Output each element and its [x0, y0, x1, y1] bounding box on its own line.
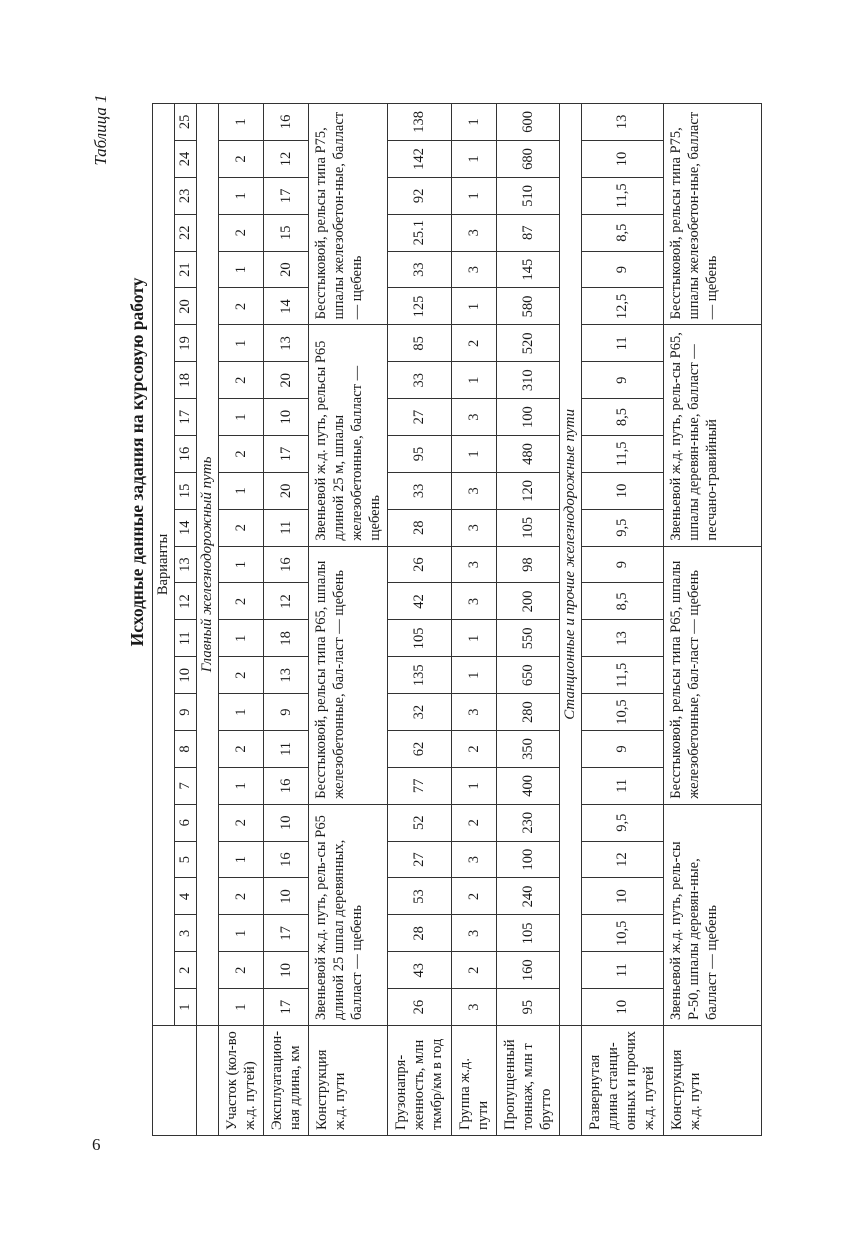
value-cell: 11	[582, 325, 664, 362]
value-cell: 2	[219, 509, 264, 546]
value-cell: 1	[219, 841, 264, 878]
value-cell: 230	[497, 804, 560, 841]
variant-number: 23	[175, 177, 197, 214]
variant-number: 18	[175, 362, 197, 399]
value-cell: 145	[497, 251, 560, 288]
value-cell: 1	[219, 915, 264, 952]
value-cell: 9	[582, 251, 664, 288]
row-label: Группа ж.д. пути	[452, 1026, 497, 1136]
construction-description: Звеньевой ж.д. путь, рель-сы Р65, шпалы деревян-ные, балласт — песчано-гравийный	[664, 325, 762, 546]
variant-number: 6	[175, 804, 197, 841]
data-row	[264, 103, 309, 1135]
value-cell: 85	[388, 325, 452, 362]
value-cell: 8,5	[582, 214, 664, 251]
data-row	[388, 103, 452, 1135]
value-cell: 2	[452, 878, 497, 915]
value-cell: 3	[452, 989, 497, 1026]
table-number: Таблица 1	[91, 94, 110, 166]
variant-number: 5	[175, 841, 197, 878]
value-cell: 3	[452, 841, 497, 878]
construction-description: Бесстыковой, рельсы типа Р75, шпалы железобетон-ные, балласт — щебень	[309, 103, 388, 325]
value-cell: 1	[219, 325, 264, 362]
value-cell: 1	[219, 694, 264, 731]
value-cell: 138	[388, 103, 452, 140]
value-cell: 2	[219, 878, 264, 915]
construction-description: Звеньевой ж.д. путь, рель-сы Р65 длиной 25 шпал деревянных, балласт — щебень	[309, 804, 388, 1025]
value-cell: 3	[452, 546, 497, 583]
value-cell: 1	[219, 620, 264, 657]
value-cell: 1	[219, 251, 264, 288]
variant-number: 10	[175, 657, 197, 694]
value-cell: 3	[452, 915, 497, 952]
value-cell: 33	[388, 362, 452, 399]
value-cell: 17	[264, 989, 309, 1026]
variant-number: 24	[175, 141, 197, 178]
value-cell: 10	[264, 399, 309, 436]
value-cell: 100	[497, 841, 560, 878]
value-cell: 16	[264, 841, 309, 878]
data-row	[497, 103, 560, 1135]
value-cell: 1	[452, 767, 497, 804]
section-title: Станционные и прочие железнодорожные пути	[560, 103, 582, 1025]
value-cell: 2	[452, 952, 497, 989]
row-label: Пропущенный тоннаж, млн т брутто	[497, 1026, 560, 1136]
value-cell: 12	[582, 841, 664, 878]
value-cell: 27	[388, 399, 452, 436]
section-row	[560, 103, 582, 1135]
value-cell: 2	[219, 657, 264, 694]
value-cell: 43	[388, 952, 452, 989]
value-cell: 9,5	[582, 804, 664, 841]
value-cell: 87	[497, 214, 560, 251]
variant-number: 22	[175, 214, 197, 251]
value-cell: 580	[497, 288, 560, 325]
value-cell: 77	[388, 767, 452, 804]
section-blank-cell	[197, 1026, 219, 1136]
value-cell: 8,5	[582, 583, 664, 620]
variant-number: 17	[175, 399, 197, 436]
value-cell: 310	[497, 362, 560, 399]
row-label: Эксплуатацион-ная длина, км	[264, 1026, 309, 1136]
value-cell: 2	[219, 731, 264, 768]
value-cell: 28	[388, 509, 452, 546]
variant-number: 1	[175, 989, 197, 1026]
value-cell: 10	[582, 878, 664, 915]
value-cell: 1	[219, 767, 264, 804]
value-cell: 20	[264, 362, 309, 399]
construction-description: Бесстыковой, рельсы типа Р65, шпалы железобетонные, бал-ласт — щебень	[664, 546, 762, 804]
value-cell: 13	[582, 620, 664, 657]
value-cell: 2	[452, 804, 497, 841]
value-cell: 1	[452, 288, 497, 325]
value-cell: 12,5	[582, 288, 664, 325]
data-row	[582, 103, 664, 1135]
value-cell: 9	[582, 362, 664, 399]
value-cell: 18	[264, 620, 309, 657]
value-cell: 1	[219, 546, 264, 583]
value-cell: 2	[219, 362, 264, 399]
value-cell: 11	[264, 509, 309, 546]
value-cell: 8,5	[582, 399, 664, 436]
construction-description: Бесстыковой, рельсы типа Р75, шпалы железобетон-ные, балласт — щебень	[664, 103, 762, 325]
variant-number: 4	[175, 878, 197, 915]
value-cell: 20	[264, 472, 309, 509]
value-cell: 1	[219, 989, 264, 1026]
value-cell: 160	[497, 952, 560, 989]
value-cell: 27	[388, 841, 452, 878]
construction-description: Звеньевой ж.д. путь, рельсы Р65 длиной 25 м, шпалы железобетонные, балласт — щебень	[309, 325, 388, 546]
construction-description: Бесстыковой, рельсы типа Р65, шпалы железобетонные, бал-ласт — щебень	[309, 546, 388, 804]
value-cell: 2	[452, 731, 497, 768]
value-cell: 95	[388, 436, 452, 473]
value-cell: 11,5	[582, 177, 664, 214]
value-cell: 2	[219, 141, 264, 178]
variant-number: 3	[175, 915, 197, 952]
variant-number: 8	[175, 731, 197, 768]
value-cell: 105	[497, 915, 560, 952]
value-cell: 11	[264, 731, 309, 768]
section-blank-cell	[560, 1026, 582, 1136]
value-cell: 1	[452, 436, 497, 473]
value-cell: 3	[452, 583, 497, 620]
value-cell: 10	[264, 878, 309, 915]
value-cell: 2	[452, 325, 497, 362]
value-cell: 9	[264, 694, 309, 731]
value-cell: 33	[388, 472, 452, 509]
value-cell: 125	[388, 288, 452, 325]
value-cell: 92	[388, 177, 452, 214]
value-cell: 9	[582, 546, 664, 583]
value-cell: 100	[497, 399, 560, 436]
value-cell: 42	[388, 583, 452, 620]
value-cell: 1	[452, 362, 497, 399]
value-cell: 14	[264, 288, 309, 325]
value-cell: 25.1	[388, 214, 452, 251]
value-cell: 95	[497, 989, 560, 1026]
variant-number: 16	[175, 436, 197, 473]
value-cell: 1	[219, 177, 264, 214]
value-cell: 105	[497, 509, 560, 546]
value-cell: 2	[219, 288, 264, 325]
value-cell: 2	[219, 436, 264, 473]
value-cell: 33	[388, 251, 452, 288]
value-cell: 16	[264, 767, 309, 804]
value-cell: 120	[497, 472, 560, 509]
value-cell: 16	[264, 103, 309, 140]
value-cell: 13	[582, 103, 664, 140]
variant-number: 19	[175, 325, 197, 362]
value-cell: 28	[388, 915, 452, 952]
value-cell: 3	[452, 214, 497, 251]
variant-number: 21	[175, 251, 197, 288]
row-label: Конструкция ж.д. пути	[664, 1026, 762, 1136]
value-cell: 13	[264, 657, 309, 694]
data-table-rotated	[152, 104, 732, 1136]
value-cell: 53	[388, 878, 452, 915]
value-cell: 3	[452, 694, 497, 731]
value-cell: 12	[264, 141, 309, 178]
value-cell: 52	[388, 804, 452, 841]
value-cell: 1	[452, 141, 497, 178]
data-table	[152, 103, 762, 1136]
value-cell: 9,5	[582, 509, 664, 546]
value-cell: 10	[264, 952, 309, 989]
value-cell: 105	[388, 620, 452, 657]
value-cell: 280	[497, 694, 560, 731]
value-cell: 350	[497, 731, 560, 768]
value-cell: 11	[582, 767, 664, 804]
value-cell: 1	[452, 103, 497, 140]
variant-number: 15	[175, 472, 197, 509]
header-corner-cell	[153, 1026, 197, 1136]
value-cell: 11,5	[582, 657, 664, 694]
value-cell: 510	[497, 177, 560, 214]
value-cell: 142	[388, 141, 452, 178]
variant-number: 14	[175, 509, 197, 546]
construction-description: Звеньевой ж.д. путь, рель-сы Р-50, шпалы деревян-ные, балласт — щебень	[664, 804, 762, 1025]
section-row	[197, 103, 219, 1135]
construction-row	[309, 103, 388, 1135]
value-cell: 400	[497, 767, 560, 804]
row-label: Участок (кол-во ж.д. путей)	[219, 1026, 264, 1136]
variants-header: Варианты	[153, 103, 175, 1025]
value-cell: 1	[219, 399, 264, 436]
value-cell: 10	[582, 472, 664, 509]
value-cell: 600	[497, 103, 560, 140]
value-cell: 2	[219, 583, 264, 620]
variant-number: 25	[175, 103, 197, 140]
row-label: Конструкция ж.д. пути	[309, 1026, 388, 1136]
value-cell: 26	[388, 989, 452, 1026]
value-cell: 3	[452, 399, 497, 436]
variant-number: 13	[175, 546, 197, 583]
value-cell: 2	[219, 804, 264, 841]
value-cell: 15	[264, 214, 309, 251]
variant-number: 7	[175, 767, 197, 804]
value-cell: 98	[497, 546, 560, 583]
value-cell: 17	[264, 436, 309, 473]
value-cell: 3	[452, 251, 497, 288]
value-cell: 11,5	[582, 436, 664, 473]
value-cell: 12	[264, 583, 309, 620]
value-cell: 200	[497, 583, 560, 620]
header-row	[153, 103, 175, 1135]
value-cell: 17	[264, 177, 309, 214]
value-cell: 2	[219, 214, 264, 251]
table-title: Исходные данные задания на курсовую работу	[127, 277, 147, 647]
value-cell: 135	[388, 657, 452, 694]
value-cell: 9	[582, 731, 664, 768]
value-cell: 26	[388, 546, 452, 583]
value-cell: 32	[388, 694, 452, 731]
value-cell: 17	[264, 915, 309, 952]
value-cell: 3	[452, 509, 497, 546]
value-cell: 480	[497, 436, 560, 473]
variant-number: 20	[175, 288, 197, 325]
value-cell: 1	[452, 657, 497, 694]
value-cell: 62	[388, 731, 452, 768]
data-row	[219, 103, 264, 1135]
construction-row	[664, 103, 762, 1135]
variant-number: 9	[175, 694, 197, 731]
value-cell: 240	[497, 878, 560, 915]
value-cell: 1	[219, 472, 264, 509]
variant-number: 12	[175, 583, 197, 620]
variant-number: 11	[175, 620, 197, 657]
value-cell: 680	[497, 141, 560, 178]
value-cell: 550	[497, 620, 560, 657]
value-cell: 10	[582, 141, 664, 178]
data-row	[452, 103, 497, 1135]
value-cell: 10,5	[582, 694, 664, 731]
page-number: 6	[92, 1135, 101, 1154]
value-cell: 10	[582, 989, 664, 1026]
value-cell: 10	[264, 804, 309, 841]
value-cell: 520	[497, 325, 560, 362]
row-label: Развернутая длина станци-онных и прочих ж.д. путей	[582, 1026, 664, 1136]
value-cell: 3	[452, 472, 497, 509]
section-title: Главный железнодорожный путь	[197, 103, 219, 1025]
value-cell: 11	[582, 952, 664, 989]
value-cell: 1	[452, 177, 497, 214]
row-label: Грузонапря-женность, млн ткмбр/км в год	[388, 1026, 452, 1136]
value-cell: 2	[219, 952, 264, 989]
variant-number: 2	[175, 952, 197, 989]
variant-number-row	[175, 103, 197, 1135]
value-cell: 10,5	[582, 915, 664, 952]
value-cell: 650	[497, 657, 560, 694]
value-cell: 1	[219, 103, 264, 140]
value-cell: 13	[264, 325, 309, 362]
value-cell: 16	[264, 546, 309, 583]
value-cell: 1	[452, 620, 497, 657]
value-cell: 20	[264, 251, 309, 288]
